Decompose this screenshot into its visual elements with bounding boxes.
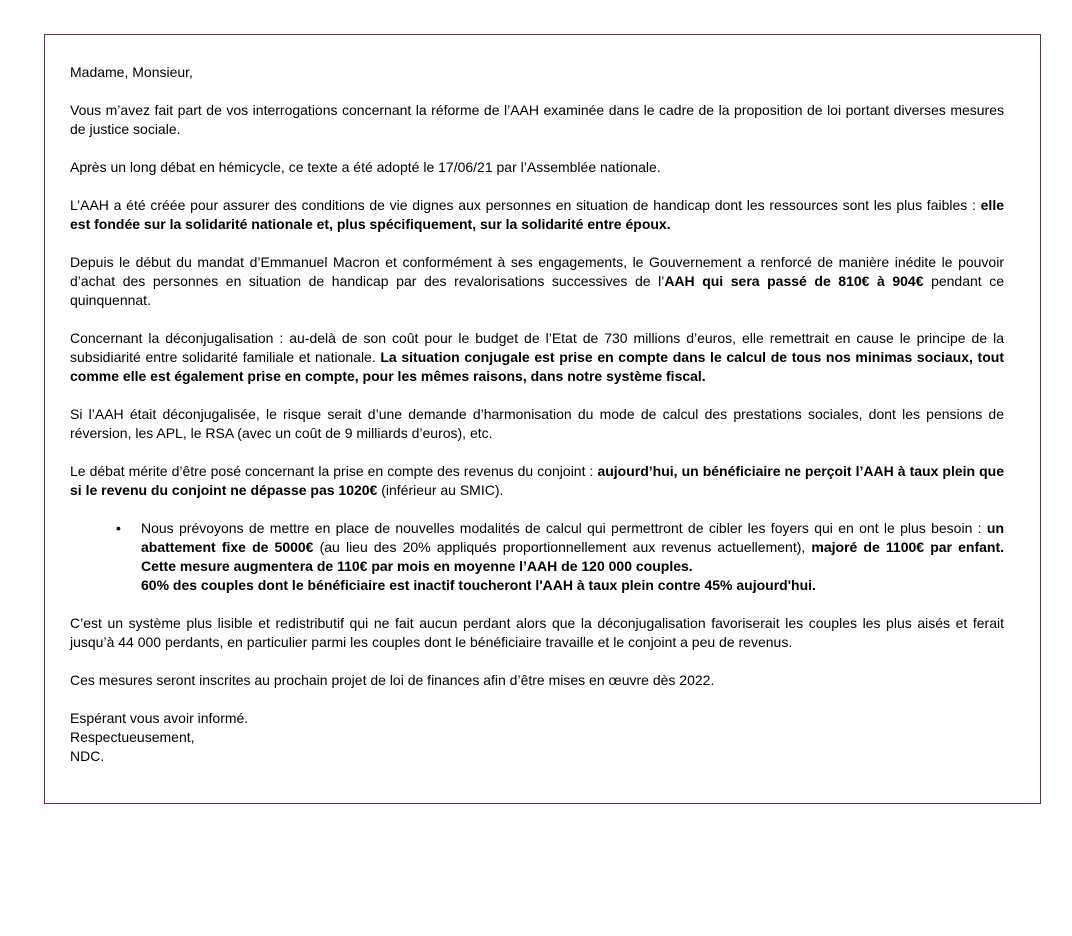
letter-frame — [44, 34, 1041, 804]
paragraph-aah-creation-text: L’AAH a été créée pour assurer des conditions de vie dignes aux personnes en situation de handicap dont les ressources sont les plus faibles : — [70, 197, 981, 213]
closing-line-informed: Espérant vous avoir informé. — [70, 710, 249, 726]
paragraph-deconjugalisation-cost — [70, 329, 1004, 386]
bullet-item-new-calculation — [70, 519, 1004, 595]
bullet-text: Nous prévoyons de mettre en place de nouvelles modalités de calcul qui permettront de cibler les foyers qui en ont le plus besoin : — [141, 520, 987, 536]
paragraph-finance-law: Ces mesures seront inscrites au prochain projet de loi de finances afin d’être mises en œuvre dès 2022. — [70, 672, 715, 688]
salutation: Madame, Monsieur, — [70, 64, 193, 80]
letter-closing — [70, 709, 1004, 766]
paragraph-spouse-income-text: Le débat mérite d’être posé concernant la prise en compte des revenus du conjoint : — [70, 463, 598, 479]
paragraph-aah-creation-bold: elle est fondée sur la solidarité nationale et, plus spécifiquement, sur la solidarité entre époux. — [70, 197, 1004, 232]
bullet-bold-increase: majoré de 1100€ par enfant. Cette mesure augmentera de 110€ par mois en moyenne l’AAH de 120 000 couples. — [141, 539, 1004, 574]
paragraph-spouse-income-end: (inférieur au SMIC). — [377, 482, 504, 498]
paragraph-harmonisation-risk: Si l’AAH était déconjugalisée, le risque serait d’une demande d’harmonisation du mode de calcul des prestations sociales, dont les pensions de réversion, les APL, le RSA (avec un coût de 9 milliards d’euros), etc. — [70, 406, 1004, 441]
paragraph-deconjugalisation-cost-bold: La situation conjugale est prise en compte dans le calcul de tous nos minimas sociaux, tout comme elle est également prise en compte, pour les mêmes raisons, dans notre système fiscal. — [70, 349, 1004, 384]
paragraph-spouse-income — [70, 462, 1004, 500]
paragraph-spouse-income-bold: aujourd’hui, un bénéficiaire ne perçoit l’AAH à taux plein que si le revenu du conjoint ne dépasse pas 1020€ — [70, 463, 1004, 498]
bullet-bold-allowance: un abattement fixe de 5000€ — [141, 520, 1004, 555]
bullet-marker: • — [116, 520, 121, 536]
closing-line-respectfully: Respectueusement, — [70, 729, 195, 745]
paragraph-aah-creation — [70, 196, 1004, 234]
bullet-text-middle: (au lieu des 20% appliqués proportionnellement aux revenus actuellement), — [313, 539, 812, 555]
paragraph-purchasing-power — [70, 253, 1004, 310]
paragraph-deconjugalisation-cost-text: Concernant la déconjugalisation : au-delà de son coût pour le budget de l’Etat de 730 millions d’euros, elle remettrait en cause le principe de la subsidiarité entre solidarité familiale et nationale. — [70, 330, 1004, 365]
paragraph-adoption: Après un long débat en hémicycle, ce texte a été adopté le 17/06/21 par l’Assemblée nationale. — [70, 159, 661, 175]
paragraph-purchasing-power-end: pendant ce quinquennat. — [70, 273, 1005, 308]
paragraph-purchasing-power-text: Depuis le début du mandat d’Emmanuel Macron et conformément à ses engagements, le Gouvernement a renforcé de manière inédite le pouvoir d’achat des personnes en situation de handicap par des revalorisations successives de l’ — [70, 254, 1004, 289]
paragraph-system-summary: C’est un système plus lisible et redistributif qui ne fait aucun perdant alors que la déconjugalisation favoriserait les couples les plus aisés et ferait jusqu’à 44 000 perdants, en particulier parmi les couples dont le bénéficiaire travaille et le conjoint a peu de revenus. — [70, 615, 1004, 650]
letter-body — [70, 63, 1004, 766]
paragraph-purchasing-power-bold: AAH qui sera passé de 810€ à 904€ — [664, 273, 924, 289]
bullet-bold-percent: 60% des couples dont le bénéficiaire est inactif toucheront l'AAH à taux plein contre 45% aujourd'hui. — [141, 577, 816, 593]
signature: NDC. — [70, 748, 105, 764]
paragraph-intro: Vous m’avez fait part de vos interrogations concernant la réforme de l’AAH examinée dans le cadre de la proposition de loi portant diverses mesures de justice sociale. — [70, 102, 1004, 137]
